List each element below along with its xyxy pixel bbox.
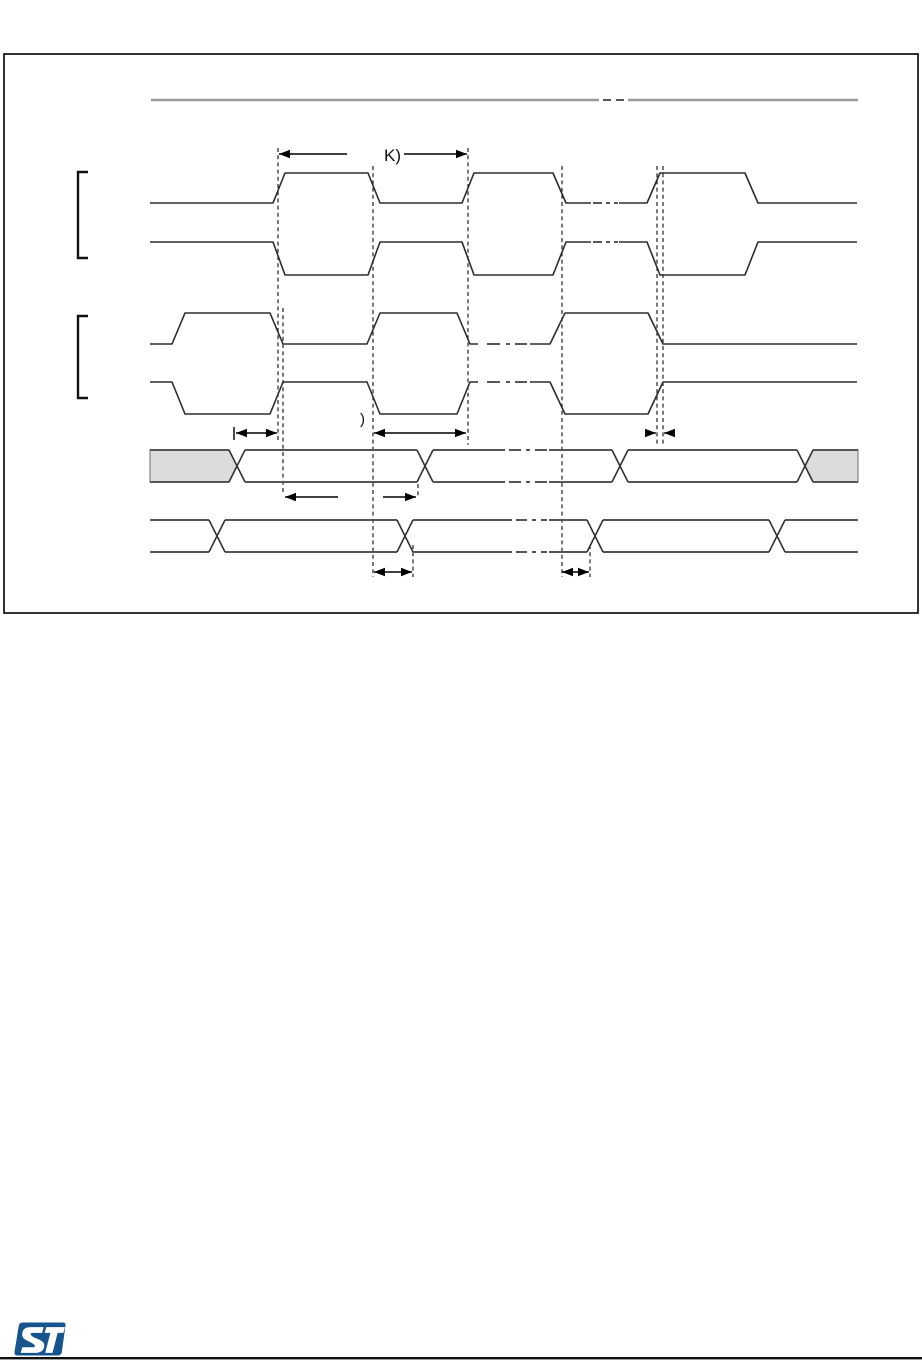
arrowhead-right <box>266 429 277 438</box>
arrowhead-left <box>279 150 290 159</box>
arrowhead-left <box>374 568 385 577</box>
arrowhead-left <box>374 429 385 438</box>
signal-group-brackets <box>78 172 88 398</box>
arrowhead-right <box>455 429 466 438</box>
arrowhead-right <box>645 429 656 438</box>
data-bus-waveforms <box>150 450 858 552</box>
undefined-data-region <box>805 450 858 482</box>
clock-2b <box>150 382 478 414</box>
timing-measurement-arrows <box>234 150 675 577</box>
clock-2a <box>530 313 857 344</box>
clock-2a <box>150 313 478 344</box>
footer-rule <box>0 1357 922 1359</box>
undefined-data-region <box>150 450 237 482</box>
arrowhead-right <box>578 568 589 577</box>
arrowhead-right <box>456 150 467 159</box>
clock-1a <box>619 173 857 203</box>
clock-1b <box>150 242 591 275</box>
arrowhead-left <box>664 429 675 438</box>
arrowhead-left <box>562 568 573 577</box>
clock-period-label: K) <box>384 146 401 165</box>
clock-2b <box>530 382 857 414</box>
arrowhead-left <box>285 493 296 502</box>
st-logo <box>14 1323 65 1356</box>
arrowhead-right <box>401 568 412 577</box>
group-bracket <box>78 172 88 258</box>
time-break-marks <box>487 100 624 552</box>
arrowhead-left <box>236 429 247 438</box>
clock-1b <box>619 242 857 275</box>
pulse-width-label: ) <box>360 411 365 428</box>
clock-waveforms <box>150 173 857 414</box>
group-bracket <box>78 316 88 398</box>
clock-1a <box>150 173 591 203</box>
arrowhead-right <box>405 493 416 502</box>
timing-reference-dashed-lines <box>278 148 663 577</box>
